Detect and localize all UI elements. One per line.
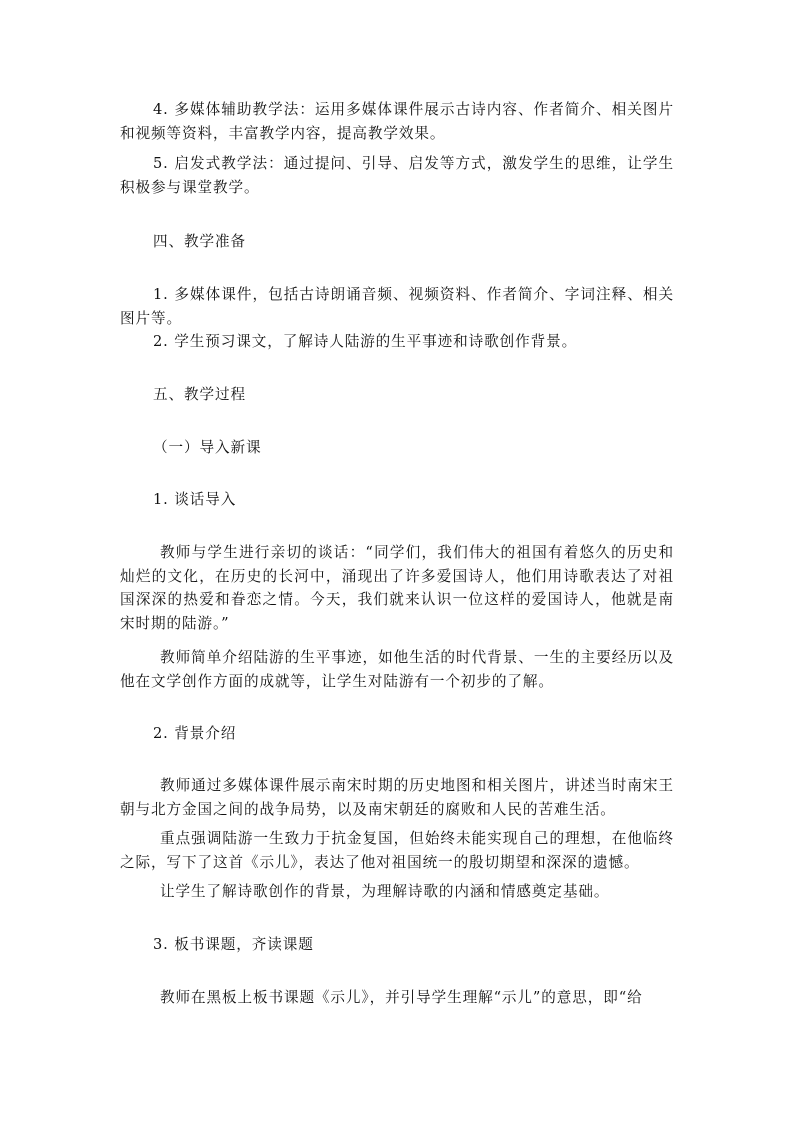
paragraph-method-5: 5. 启发式教学法：通过提问、引导、启发等方式，激发学生的思维，让学生积极参与课堂教学。 [120, 155, 674, 196]
paragraph-talk: 教师与学生进行亲切的谈话：“同学们，我们伟大的祖国有着悠久的历史和灿烂的文化，在历史的长河中，涌现出了许多爱国诗人，他们用诗歌表达了对祖国深深的热爱和眷恋之情。今天，我们就来认识一位这样的爱国诗人，他就是南宋时期的陆游。” [120, 544, 674, 632]
paragraph-prep-2: 2. 学生预习课文，了解诗人陆游的生平事迹和诗歌创作背景。 [153, 333, 578, 350]
paragraph-method-4: 4. 多媒体辅助教学法：运用多媒体课件展示古诗内容、作者简介、相关图片和视频等资料，丰富教学内容，提高教学效果。 [120, 101, 674, 142]
paragraph-prep-1: 1. 多媒体课件，包括古诗朗诵音频、视频资料、作者简介、字词注释、相关图片等。 [120, 286, 674, 327]
item-heading-title: 3. 板书课题，齐读课题 [153, 936, 314, 953]
paragraph-title-writing: 教师在黑板上板书课题《示儿》，并引导学生理解“示儿”的意思，即“给 [160, 989, 643, 1006]
section-heading-preparation: 四、教学准备 [153, 233, 246, 250]
item-heading-background: 2. 背景介绍 [153, 725, 237, 742]
section-heading-process: 五、教学过程 [153, 386, 246, 403]
item-heading-talk: 1. 谈话导入 [153, 491, 237, 508]
paragraph-background-map: 教师通过多媒体课件展示南宋时期的历史地图和相关图片，讲述当时南宋王朝与北方金国之间的战争局势，以及南宋朝廷的腐败和人民的苦难生活。 [120, 777, 674, 818]
paragraph-background-emphasis: 重点强调陆游一生致力于抗金复国，但始终未能实现自己的理想，在他临终之际，写下了这首《示儿》，表达了他对祖国统一的殷切期望和深深的遗憾。 [120, 830, 674, 871]
paragraph-lu-you-intro: 教师简单介绍陆游的生平事迹，如他生活的时代背景、一生的主要经历以及他在文学创作方面的成就等，让学生对陆游有一个初步的了解。 [120, 649, 674, 690]
paragraph-background-purpose: 让学生了解诗歌创作的背景，为理解诗歌的内涵和情感奠定基础。 [160, 883, 610, 900]
subsection-heading-intro: （一）导入新课 [153, 439, 262, 456]
